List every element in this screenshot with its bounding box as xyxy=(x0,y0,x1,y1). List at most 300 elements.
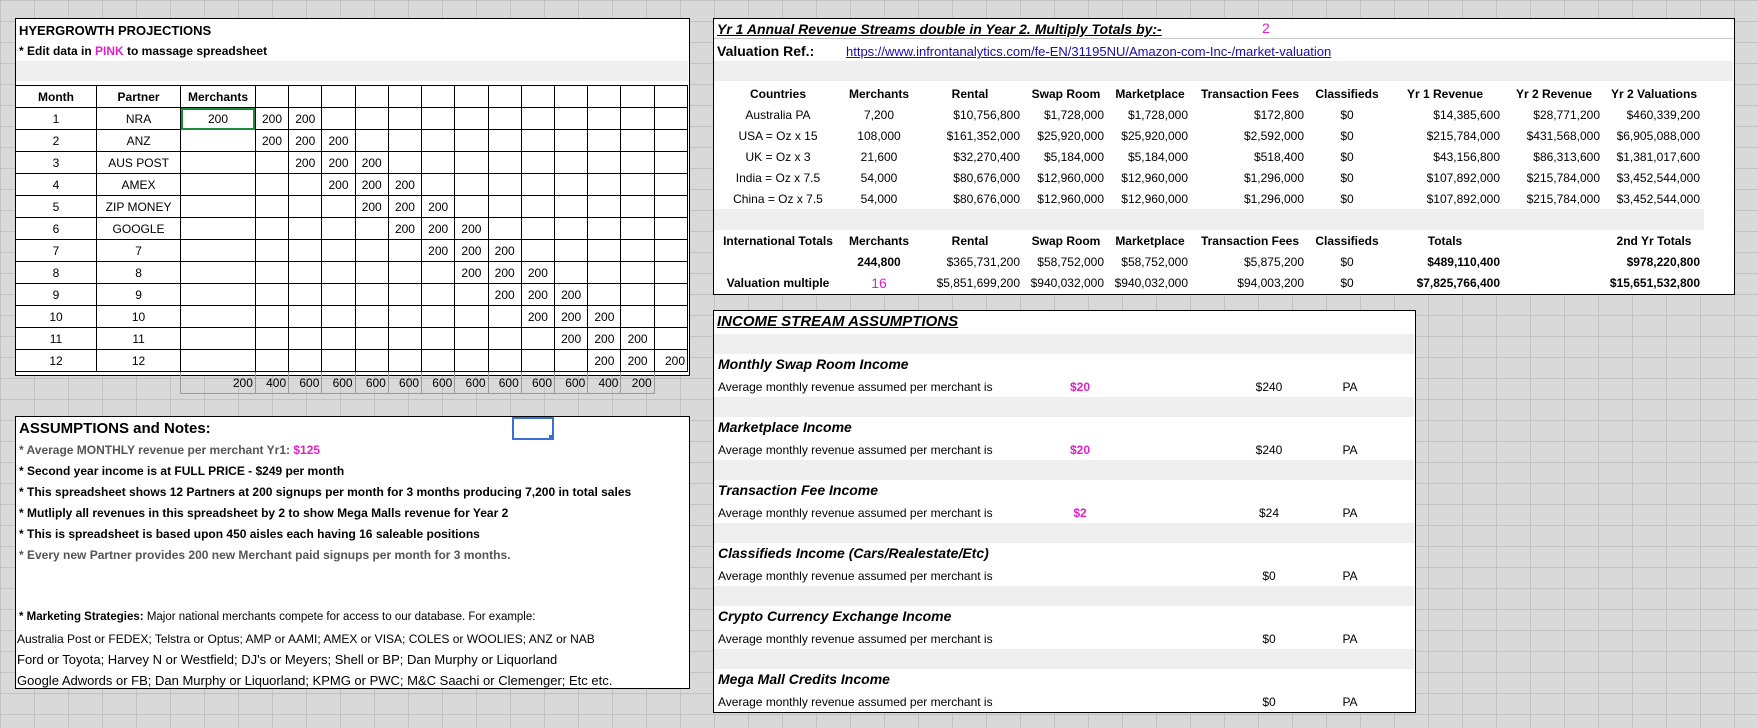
month-cell[interactable]: 9 xyxy=(16,284,97,306)
signup-cell[interactable] xyxy=(621,174,654,196)
value-cell[interactable]: 108,000 xyxy=(857,128,901,143)
value-cell[interactable]: $215,784,000 xyxy=(1526,170,1600,185)
signup-cell[interactable] xyxy=(422,152,455,174)
signup-cell[interactable] xyxy=(455,284,488,306)
signup-cell[interactable] xyxy=(521,196,554,218)
signup-cell[interactable] xyxy=(588,218,621,240)
partner-cell[interactable]: AMEX xyxy=(97,174,181,196)
month-cell[interactable]: 5 xyxy=(16,196,97,218)
signup-cell[interactable]: 200 xyxy=(422,196,455,218)
signup-cell[interactable]: 200 xyxy=(455,218,488,240)
signup-cell[interactable] xyxy=(455,174,488,196)
signup-cell[interactable] xyxy=(322,108,355,130)
signup-cell[interactable] xyxy=(289,262,322,284)
signup-cell[interactable]: 200 xyxy=(255,130,288,152)
value-cell[interactable]: $1,296,000 xyxy=(1243,191,1304,206)
partner-cell[interactable]: 8 xyxy=(97,262,181,284)
signup-cell[interactable]: 200 xyxy=(555,284,588,306)
signup-cell[interactable]: 200 xyxy=(621,328,654,350)
signup-cell[interactable] xyxy=(521,174,554,196)
total-cell[interactable]: 600 xyxy=(289,372,322,394)
signup-cell[interactable] xyxy=(455,328,488,350)
signup-cell[interactable] xyxy=(355,262,388,284)
signup-cell[interactable]: 200 xyxy=(621,350,654,372)
signup-cell[interactable] xyxy=(588,262,621,284)
month-cell[interactable]: 11 xyxy=(16,328,97,350)
revenue-header[interactable]: Yr 2 Revenue xyxy=(1515,86,1593,101)
value-cell[interactable]: $12,960,000 xyxy=(1037,191,1104,206)
signup-cell[interactable]: 200 xyxy=(488,262,521,284)
signup-cell[interactable] xyxy=(488,306,521,328)
total-cell[interactable]: 600 xyxy=(422,372,455,394)
value-cell[interactable]: $80,676,000 xyxy=(953,191,1020,206)
signup-cell[interactable]: 200 xyxy=(588,350,621,372)
signup-cell[interactable] xyxy=(488,196,521,218)
signup-cell[interactable] xyxy=(555,262,588,284)
value-cell[interactable]: $0 xyxy=(1340,128,1354,143)
intl-header[interactable]: Rental xyxy=(951,233,989,248)
partner-cell[interactable]: GOOGLE xyxy=(97,218,181,240)
signup-cell[interactable] xyxy=(488,130,521,152)
partner-cell[interactable]: 9 xyxy=(97,284,181,306)
signup-cell[interactable] xyxy=(521,152,554,174)
month-cell[interactable]: 2 xyxy=(16,130,97,152)
valuation-link[interactable]: https://www.infrontanalytics.com/fe-EN/31195NU/Amazon-com-Inc-/market-valuation xyxy=(846,44,1332,59)
signup-cell[interactable] xyxy=(555,130,588,152)
signup-cell[interactable] xyxy=(255,196,288,218)
value-cell[interactable]: 7,200 xyxy=(863,107,895,122)
month-cell[interactable]: 12 xyxy=(16,350,97,372)
signup-cell[interactable] xyxy=(621,108,654,130)
total-cell[interactable]: 600 xyxy=(322,372,355,394)
signup-cell[interactable] xyxy=(555,350,588,372)
blank-cell[interactable] xyxy=(16,372,97,394)
signup-cell[interactable] xyxy=(654,130,687,152)
partner-cell[interactable]: NRA xyxy=(97,108,181,130)
revenue-header[interactable]: Merchants xyxy=(848,86,910,101)
intl-header[interactable]: Transaction Fees xyxy=(1200,233,1300,248)
header-month[interactable]: Month xyxy=(16,86,97,108)
signup-cell[interactable] xyxy=(422,328,455,350)
value-cell[interactable]: $25,920,000 xyxy=(1037,128,1104,143)
revenue-header[interactable]: Yr 1 Revenue xyxy=(1406,86,1484,101)
signup-cell[interactable] xyxy=(355,350,388,372)
signup-cell[interactable] xyxy=(621,284,654,306)
signup-cell[interactable] xyxy=(322,240,355,262)
merchants-cell[interactable] xyxy=(181,350,256,372)
value-cell[interactable]: $1,728,000 xyxy=(1127,107,1188,122)
selected-cell[interactable] xyxy=(512,417,554,440)
signup-cell[interactable] xyxy=(555,108,588,130)
signup-cell[interactable]: 200 xyxy=(322,174,355,196)
signup-cell[interactable] xyxy=(455,108,488,130)
signup-cell[interactable] xyxy=(322,196,355,218)
multiplier-value[interactable]: 2 xyxy=(1262,20,1270,36)
signup-cell[interactable]: 200 xyxy=(455,262,488,284)
signup-cell[interactable] xyxy=(388,350,421,372)
signup-cell[interactable] xyxy=(521,130,554,152)
intl-total-cell[interactable]: $978,220,800 xyxy=(1626,254,1700,269)
partner-cell[interactable]: 12 xyxy=(97,350,181,372)
signup-cell[interactable] xyxy=(521,328,554,350)
valuation-cell[interactable]: $0 xyxy=(1340,275,1354,290)
header-partner[interactable]: Partner xyxy=(97,86,181,108)
signup-cell[interactable] xyxy=(322,218,355,240)
partner-cell[interactable]: 10 xyxy=(97,306,181,328)
intl-header[interactable] xyxy=(1504,230,1604,251)
signup-cell[interactable]: 200 xyxy=(388,196,421,218)
signup-cell[interactable] xyxy=(289,240,322,262)
value-cell[interactable]: $6,905,088,000 xyxy=(1616,128,1700,143)
signup-cell[interactable] xyxy=(322,262,355,284)
merchants-cell[interactable] xyxy=(181,218,256,240)
value-cell[interactable]: $107,892,000 xyxy=(1426,170,1500,185)
annual-value[interactable]: $0 xyxy=(1262,632,1276,646)
value-cell[interactable]: $3,452,544,000 xyxy=(1616,191,1700,206)
merchants-cell[interactable] xyxy=(181,328,256,350)
signup-cell[interactable]: 200 xyxy=(555,306,588,328)
value-cell[interactable]: $12,960,000 xyxy=(1121,170,1188,185)
annual-value[interactable]: $240 xyxy=(1255,443,1283,457)
signup-cell[interactable] xyxy=(621,306,654,328)
value-cell[interactable]: $1,381,017,600 xyxy=(1616,149,1700,164)
merchants-cell[interactable] xyxy=(181,262,256,284)
revenue-header[interactable]: Classifieds xyxy=(1315,86,1379,101)
signup-cell[interactable] xyxy=(654,284,687,306)
valuation-cell[interactable]: $940,032,000 xyxy=(1030,275,1104,290)
signup-cell[interactable]: 200 xyxy=(355,174,388,196)
value-cell[interactable]: $5,184,000 xyxy=(1127,149,1188,164)
valuation-multiple-label[interactable]: Valuation multiple xyxy=(726,275,830,290)
signup-cell[interactable] xyxy=(654,174,687,196)
signup-cell[interactable]: 200 xyxy=(455,240,488,262)
selection-handle[interactable] xyxy=(549,435,554,440)
signup-cell[interactable]: 200 xyxy=(588,328,621,350)
value-cell[interactable]: $14,385,600 xyxy=(1433,107,1500,122)
value-cell[interactable]: $0 xyxy=(1340,191,1354,206)
signup-cell[interactable] xyxy=(322,350,355,372)
signup-cell[interactable] xyxy=(488,328,521,350)
signup-cell[interactable] xyxy=(488,218,521,240)
signup-cell[interactable] xyxy=(355,284,388,306)
signup-cell[interactable] xyxy=(621,240,654,262)
total-cell[interactable]: 600 xyxy=(355,372,388,394)
signup-cell[interactable] xyxy=(654,196,687,218)
signup-cell[interactable] xyxy=(455,196,488,218)
value-cell[interactable]: $215,784,000 xyxy=(1426,128,1500,143)
intl-header[interactable]: 2nd Yr Totals xyxy=(1616,233,1692,248)
signup-cell[interactable] xyxy=(322,284,355,306)
signup-cell[interactable] xyxy=(255,350,288,372)
partner-cell[interactable]: AUS POST xyxy=(97,152,181,174)
value-cell[interactable]: $0 xyxy=(1340,149,1354,164)
signup-cell[interactable] xyxy=(455,350,488,372)
signup-cell[interactable] xyxy=(488,174,521,196)
country-cell[interactable]: Australia PA xyxy=(745,107,811,122)
merchants-cell[interactable] xyxy=(181,240,256,262)
signup-cell[interactable] xyxy=(289,328,322,350)
intl-total-cell[interactable]: $489,110,400 xyxy=(1427,254,1500,269)
signup-cell[interactable] xyxy=(289,174,322,196)
monthly-value[interactable]: $2 xyxy=(1073,506,1087,520)
signup-cell[interactable]: 200 xyxy=(422,240,455,262)
intl-header[interactable]: Totals xyxy=(1427,233,1463,248)
intl-header[interactable]: Merchants xyxy=(848,233,910,248)
signup-cell[interactable] xyxy=(654,328,687,350)
value-cell[interactable]: $0 xyxy=(1340,170,1354,185)
signup-cell[interactable]: 200 xyxy=(322,152,355,174)
signup-cell[interactable] xyxy=(621,262,654,284)
signup-cell[interactable] xyxy=(388,306,421,328)
month-cell[interactable]: 6 xyxy=(16,218,97,240)
signup-cell[interactable] xyxy=(621,196,654,218)
revenue-header[interactable]: Countries xyxy=(749,86,806,101)
signup-cell[interactable] xyxy=(588,240,621,262)
signup-cell[interactable] xyxy=(422,284,455,306)
signup-cell[interactable] xyxy=(521,240,554,262)
merchants-cell[interactable] xyxy=(181,284,256,306)
signup-cell[interactable] xyxy=(455,130,488,152)
intl-total-cell[interactable] xyxy=(1504,251,1604,272)
value-cell[interactable]: $161,352,000 xyxy=(946,128,1020,143)
signup-cell[interactable]: 200 xyxy=(388,174,421,196)
country-cell[interactable]: India = Oz x 7.5 xyxy=(735,170,821,185)
signup-cell[interactable]: 200 xyxy=(255,108,288,130)
value-cell[interactable]: $3,452,544,000 xyxy=(1616,170,1700,185)
signup-cell[interactable] xyxy=(621,152,654,174)
partner-cell[interactable]: ZIP MONEY xyxy=(97,196,181,218)
value-cell[interactable]: $12,960,000 xyxy=(1037,170,1104,185)
signup-cell[interactable]: 200 xyxy=(588,306,621,328)
signup-cell[interactable] xyxy=(488,350,521,372)
annual-value[interactable]: $0 xyxy=(1262,695,1276,709)
month-cell[interactable]: 8 xyxy=(16,262,97,284)
signup-cell[interactable] xyxy=(621,218,654,240)
signup-cell[interactable] xyxy=(255,306,288,328)
signup-cell[interactable] xyxy=(654,152,687,174)
value-cell[interactable]: $1,728,000 xyxy=(1043,107,1104,122)
signup-cell[interactable] xyxy=(355,108,388,130)
signup-cell[interactable]: 200 xyxy=(289,130,322,152)
signup-cell[interactable] xyxy=(388,130,421,152)
signup-cell[interactable] xyxy=(388,108,421,130)
intl-header[interactable]: Swap Room xyxy=(1031,233,1101,248)
signup-cell[interactable] xyxy=(521,108,554,130)
revenue-header[interactable]: Yr 2 Valuations xyxy=(1610,86,1698,101)
month-cell[interactable]: 10 xyxy=(16,306,97,328)
signup-cell[interactable] xyxy=(255,328,288,350)
blank-cell[interactable] xyxy=(97,372,181,394)
annual-value[interactable]: $240 xyxy=(1255,380,1283,394)
value-cell[interactable]: 21,600 xyxy=(860,149,898,164)
month-cell[interactable]: 3 xyxy=(16,152,97,174)
intl-header[interactable]: Classifieds xyxy=(1315,233,1379,248)
value-cell[interactable]: $215,784,000 xyxy=(1526,191,1600,206)
intl-total-cell[interactable]: $58,752,000 xyxy=(1037,254,1104,269)
value-cell[interactable]: $80,676,000 xyxy=(953,170,1020,185)
merchants-cell[interactable] xyxy=(181,196,256,218)
value-cell[interactable]: $86,313,600 xyxy=(1533,149,1600,164)
valuation-cell[interactable] xyxy=(1504,272,1604,293)
signup-cell[interactable] xyxy=(255,262,288,284)
merchants-cell[interactable]: 200 xyxy=(181,108,256,130)
month-cell[interactable]: 7 xyxy=(16,240,97,262)
signup-cell[interactable]: 200 xyxy=(355,152,388,174)
annual-value[interactable]: $0 xyxy=(1262,569,1276,583)
signup-cell[interactable] xyxy=(388,284,421,306)
signup-cell[interactable]: 200 xyxy=(521,284,554,306)
value-cell[interactable]: $5,184,000 xyxy=(1043,149,1104,164)
revenue-header[interactable]: Marketplace xyxy=(1115,86,1185,101)
value-cell[interactable]: $172,800 xyxy=(1253,107,1304,122)
signup-cell[interactable] xyxy=(388,240,421,262)
valuation-cell[interactable]: $940,032,000 xyxy=(1114,275,1188,290)
signup-cell[interactable]: 200 xyxy=(488,284,521,306)
revenue-header[interactable]: Rental xyxy=(951,86,989,101)
total-cell[interactable]: 400 xyxy=(588,372,621,394)
total-cell[interactable]: 600 xyxy=(521,372,554,394)
value-cell[interactable]: $12,960,000 xyxy=(1121,191,1188,206)
signup-cell[interactable]: 200 xyxy=(488,240,521,262)
signup-cell[interactable] xyxy=(555,174,588,196)
valuation-cell[interactable]: $5,851,699,200 xyxy=(936,275,1020,290)
signup-cell[interactable] xyxy=(355,130,388,152)
signup-cell[interactable]: 200 xyxy=(521,262,554,284)
signup-cell[interactable] xyxy=(588,130,621,152)
value-cell[interactable]: 54,000 xyxy=(860,170,898,185)
signup-cell[interactable] xyxy=(355,328,388,350)
value-cell[interactable]: $460,339,200 xyxy=(1626,107,1700,122)
country-cell[interactable]: USA = Oz x 15 xyxy=(738,128,818,143)
signup-cell[interactable] xyxy=(289,284,322,306)
value-cell[interactable]: $518,400 xyxy=(1253,149,1304,164)
intl-total-cell[interactable]: 244,800 xyxy=(857,254,901,269)
value-cell[interactable]: $28,771,200 xyxy=(1533,107,1600,122)
signup-cell[interactable] xyxy=(422,130,455,152)
signup-cell[interactable]: 200 xyxy=(322,130,355,152)
intl-header[interactable]: Marketplace xyxy=(1115,233,1185,248)
signup-cell[interactable] xyxy=(422,262,455,284)
signup-cell[interactable] xyxy=(555,218,588,240)
value-cell[interactable]: $1,296,000 xyxy=(1243,170,1304,185)
country-cell[interactable]: UK = Oz x 3 xyxy=(745,149,811,164)
signup-cell[interactable] xyxy=(255,284,288,306)
signup-cell[interactable] xyxy=(255,152,288,174)
partner-cell[interactable]: ANZ xyxy=(97,130,181,152)
signup-cell[interactable] xyxy=(455,306,488,328)
signup-cell[interactable] xyxy=(388,262,421,284)
signup-cell[interactable] xyxy=(654,262,687,284)
signup-cell[interactable] xyxy=(488,152,521,174)
merchants-cell[interactable] xyxy=(181,174,256,196)
signup-cell[interactable]: 200 xyxy=(289,108,322,130)
signup-cell[interactable] xyxy=(588,108,621,130)
signup-cell[interactable]: 200 xyxy=(555,328,588,350)
revenue-header[interactable]: Swap Room xyxy=(1031,86,1101,101)
signup-cell[interactable] xyxy=(521,218,554,240)
value-cell[interactable]: 54,000 xyxy=(860,191,898,206)
value-cell[interactable]: $25,920,000 xyxy=(1121,128,1188,143)
intl-total-cell[interactable]: $365,731,200 xyxy=(946,254,1020,269)
total-cell[interactable]: 600 xyxy=(455,372,488,394)
value-cell[interactable]: $43,156,800 xyxy=(1433,149,1500,164)
signup-cell[interactable] xyxy=(322,328,355,350)
total-cell[interactable]: 600 xyxy=(388,372,421,394)
signup-cell[interactable] xyxy=(455,152,488,174)
signup-cell[interactable] xyxy=(388,152,421,174)
total-cell[interactable]: 600 xyxy=(488,372,521,394)
merchants-cell[interactable] xyxy=(181,152,256,174)
merchants-cell[interactable] xyxy=(181,306,256,328)
signup-cell[interactable] xyxy=(422,350,455,372)
value-cell[interactable]: $32,270,400 xyxy=(953,149,1020,164)
valuation-cell[interactable]: $7,825,766,400 xyxy=(1416,275,1500,290)
signup-cell[interactable] xyxy=(422,174,455,196)
intl-total-cell[interactable] xyxy=(714,251,842,272)
monthly-value[interactable]: $20 xyxy=(1069,443,1091,457)
total-cell[interactable]: 400 xyxy=(255,372,288,394)
signup-cell[interactable]: 200 xyxy=(388,218,421,240)
signup-cell[interactable] xyxy=(355,240,388,262)
annual-value[interactable]: $24 xyxy=(1258,506,1280,520)
value-cell[interactable]: $0 xyxy=(1340,107,1354,122)
signup-cell[interactable] xyxy=(621,130,654,152)
total-cell[interactable]: 200 xyxy=(621,372,654,394)
total-cell[interactable]: 600 xyxy=(555,372,588,394)
value-cell[interactable]: $431,568,000 xyxy=(1526,128,1600,143)
signup-cell[interactable] xyxy=(255,240,288,262)
value-cell[interactable]: $10,756,800 xyxy=(953,107,1020,122)
value-cell[interactable]: $107,892,000 xyxy=(1426,191,1500,206)
signup-cell[interactable] xyxy=(422,306,455,328)
monthly-value[interactable]: $20 xyxy=(1069,380,1091,394)
signup-cell[interactable] xyxy=(422,108,455,130)
header-merchants[interactable]: Merchants xyxy=(181,86,256,108)
signup-cell[interactable] xyxy=(555,196,588,218)
signup-cell[interactable] xyxy=(255,174,288,196)
signup-cell[interactable] xyxy=(289,218,322,240)
signup-cell[interactable] xyxy=(488,108,521,130)
signup-cell[interactable]: 200 xyxy=(654,350,687,372)
signup-cell[interactable] xyxy=(555,240,588,262)
intl-total-cell[interactable]: $58,752,000 xyxy=(1121,254,1188,269)
signup-cell[interactable]: 200 xyxy=(422,218,455,240)
signup-cell[interactable] xyxy=(588,284,621,306)
signup-cell[interactable] xyxy=(654,108,687,130)
signup-cell[interactable] xyxy=(555,152,588,174)
intl-total-cell[interactable]: $5,875,200 xyxy=(1243,254,1304,269)
value-cell[interactable]: $2,592,000 xyxy=(1243,128,1304,143)
signup-cell[interactable] xyxy=(654,240,687,262)
signup-cell[interactable] xyxy=(355,218,388,240)
signup-cell[interactable] xyxy=(322,306,355,328)
signup-cell[interactable] xyxy=(289,306,322,328)
partner-cell[interactable]: 11 xyxy=(97,328,181,350)
signup-cell[interactable] xyxy=(521,350,554,372)
signup-cell[interactable]: 200 xyxy=(521,306,554,328)
month-cell[interactable]: 1 xyxy=(16,108,97,130)
revenue-header[interactable]: Transaction Fees xyxy=(1200,86,1300,101)
intl-total-cell[interactable]: $0 xyxy=(1340,254,1354,269)
signup-cell[interactable] xyxy=(355,306,388,328)
intl-header[interactable]: International Totals xyxy=(723,233,833,248)
signup-cell[interactable]: 200 xyxy=(289,152,322,174)
signup-cell[interactable] xyxy=(289,350,322,372)
signup-cell[interactable]: 200 xyxy=(355,196,388,218)
signup-cell[interactable] xyxy=(588,152,621,174)
merchants-cell[interactable] xyxy=(181,130,256,152)
signup-cell[interactable] xyxy=(588,174,621,196)
